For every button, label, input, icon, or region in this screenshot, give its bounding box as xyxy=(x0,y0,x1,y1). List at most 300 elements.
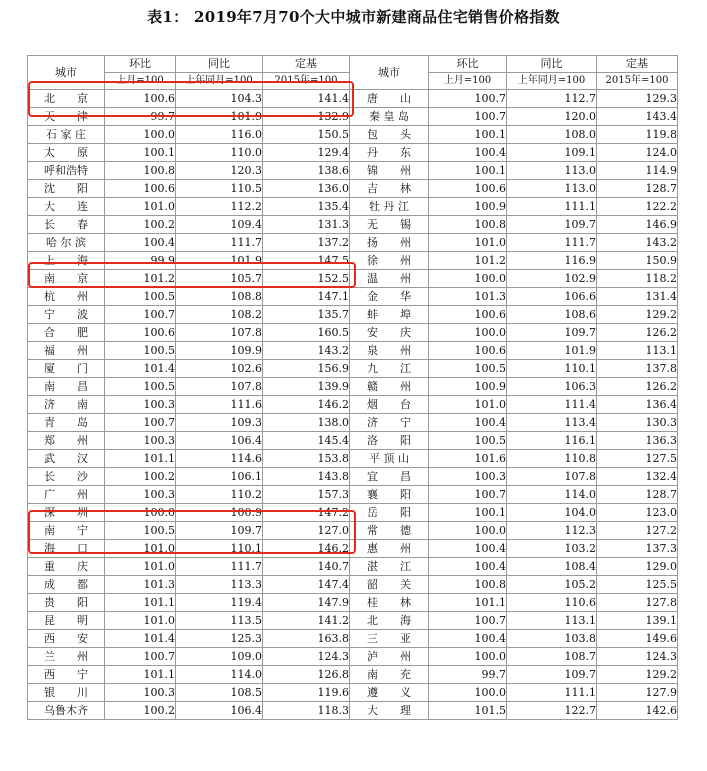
right-city-cell: 常 德 xyxy=(350,522,429,540)
table-row xyxy=(28,414,678,432)
right-base-cell: 129.3 xyxy=(597,90,678,108)
right-city-cell: 包 头 xyxy=(350,126,429,144)
left-yoy-cell: 119.4 xyxy=(176,594,263,612)
right-city-cell: 蚌 埠 xyxy=(350,306,429,324)
right-yoy-cell: 101.9 xyxy=(507,342,597,360)
left-mom-cell: 100.6 xyxy=(105,324,176,342)
right-mom-cell: 100.7 xyxy=(429,108,507,126)
left-mom-cell: 101.0 xyxy=(105,558,176,576)
right-base-cell: 129.2 xyxy=(597,666,678,684)
right-yoy-cell: 111.7 xyxy=(507,234,597,252)
table-title: 表1： 2019年7月70个大中城市新建商品住宅销售价格指数 xyxy=(147,8,560,26)
left-base-cell: 147.4 xyxy=(263,576,350,594)
right-base-cell: 124.0 xyxy=(597,144,678,162)
right-yoy-cell: 113.0 xyxy=(507,180,597,198)
right-base-cell: 139.1 xyxy=(597,612,678,630)
left-base-cell: 150.5 xyxy=(263,126,350,144)
table-row xyxy=(28,684,678,702)
right-base-cell: 150.9 xyxy=(597,252,678,270)
right-yoy-cell: 112.7 xyxy=(507,90,597,108)
left-city-cell: 上 海 xyxy=(28,252,105,270)
left-base-cell: 137.2 xyxy=(263,234,350,252)
left-mom-cell: 100.7 xyxy=(105,414,176,432)
right-base-cell: 130.3 xyxy=(597,414,678,432)
right-mom-cell: 101.0 xyxy=(429,234,507,252)
right-mom-cell: 100.6 xyxy=(429,180,507,198)
left-city-cell: 武 汉 xyxy=(28,450,105,468)
left-mom-cell: 100.5 xyxy=(105,378,176,396)
right-mom-cell: 101.2 xyxy=(429,252,507,270)
right-mom-cell: 100.4 xyxy=(429,558,507,576)
left-city-cell: 南 昌 xyxy=(28,378,105,396)
right-mom-cell: 100.4 xyxy=(429,414,507,432)
left-yoy-cell: 109.9 xyxy=(176,342,263,360)
right-mom-cell: 100.7 xyxy=(429,486,507,504)
right-city-cell: 金 华 xyxy=(350,288,429,306)
right-city-cell: 韶 关 xyxy=(350,576,429,594)
right-base-cell: 127.9 xyxy=(597,684,678,702)
left-yoy-cell: 113.5 xyxy=(176,612,263,630)
right-base-cell: 137.3 xyxy=(597,540,678,558)
table-row xyxy=(28,468,678,486)
table-row xyxy=(28,162,678,180)
right-base-cell: 137.8 xyxy=(597,360,678,378)
right-yoy-cell: 110.6 xyxy=(507,594,597,612)
left-yoy-cell: 109.4 xyxy=(176,216,263,234)
table-row xyxy=(28,558,678,576)
right-mom-cell: 100.0 xyxy=(429,648,507,666)
left-base-cell: 141.2 xyxy=(263,612,350,630)
left-mom-cell: 100.5 xyxy=(105,522,176,540)
left-mom-cell: 101.0 xyxy=(105,540,176,558)
table-row xyxy=(28,666,678,684)
right-yoy-cell: 108.6 xyxy=(507,306,597,324)
right-mom-cell: 100.9 xyxy=(429,198,507,216)
right-city-cell: 丹 东 xyxy=(350,144,429,162)
left-yoy-cell: 116.0 xyxy=(176,126,263,144)
left-city-cell: 成 都 xyxy=(28,576,105,594)
right-mom-cell: 101.1 xyxy=(429,594,507,612)
right-city-cell: 扬 州 xyxy=(350,234,429,252)
right-city-cell: 北 海 xyxy=(350,612,429,630)
right-city-cell: 济 宁 xyxy=(350,414,429,432)
left-mom-cell: 100.7 xyxy=(105,306,176,324)
left-city-cell: 大 连 xyxy=(28,198,105,216)
right-mom-cell: 100.0 xyxy=(429,684,507,702)
right-city-cell: 南 充 xyxy=(350,666,429,684)
left-yoy-cell: 110.1 xyxy=(176,540,263,558)
right-yoy-cell: 122.7 xyxy=(507,702,597,720)
right-base-cell: 113.1 xyxy=(597,342,678,360)
right-base-cell: 131.4 xyxy=(597,288,678,306)
right-mom-cell: 100.3 xyxy=(429,468,507,486)
left-yoy-cell: 111.6 xyxy=(176,396,263,414)
right-mom-cell: 101.0 xyxy=(429,396,507,414)
right-yoy-cell: 111.1 xyxy=(507,198,597,216)
table-row xyxy=(28,522,678,540)
left-yoy-cell: 100.9 xyxy=(176,504,263,522)
left-yoy-cell: 101.9 xyxy=(176,252,263,270)
right-base-cell: 124.3 xyxy=(597,648,678,666)
right-mom-cell: 100.5 xyxy=(429,432,507,450)
right-yoy-cell: 110.1 xyxy=(507,360,597,378)
price-index-table xyxy=(27,55,678,720)
left-base-cell: 143.8 xyxy=(263,468,350,486)
left-city-cell: 贵 阳 xyxy=(28,594,105,612)
right-base-cell: 132.4 xyxy=(597,468,678,486)
left-base-cell: 118.3 xyxy=(263,702,350,720)
right-city-cell: 徐 州 xyxy=(350,252,429,270)
left-base-cell: 124.3 xyxy=(263,648,350,666)
table-row xyxy=(28,504,678,522)
right-city-cell: 秦 皇 岛 xyxy=(350,108,429,126)
left-mom-cell: 100.1 xyxy=(105,144,176,162)
subheader-yoy-right: 上年同月=100 xyxy=(507,73,597,90)
left-yoy-cell: 114.6 xyxy=(176,450,263,468)
right-yoy-cell: 120.0 xyxy=(507,108,597,126)
header-base-right: 定基 xyxy=(597,56,678,73)
right-yoy-cell: 114.0 xyxy=(507,486,597,504)
right-base-cell: 128.7 xyxy=(597,180,678,198)
table-row xyxy=(28,234,678,252)
table-row xyxy=(28,540,678,558)
header-base-left: 定基 xyxy=(263,56,350,73)
subheader-base-right: 2015年=100 xyxy=(597,73,678,90)
right-yoy-cell: 112.3 xyxy=(507,522,597,540)
right-city-cell: 烟 台 xyxy=(350,396,429,414)
left-base-cell: 147.9 xyxy=(263,594,350,612)
table-row xyxy=(28,342,678,360)
left-base-cell: 146.2 xyxy=(263,540,350,558)
right-mom-cell: 100.9 xyxy=(429,378,507,396)
left-base-cell: 139.9 xyxy=(263,378,350,396)
table-row xyxy=(28,90,678,108)
table-row xyxy=(28,270,678,288)
left-yoy-cell: 110.2 xyxy=(176,486,263,504)
right-city-cell: 安 庆 xyxy=(350,324,429,342)
left-mom-cell: 100.7 xyxy=(105,648,176,666)
left-mom-cell: 100.2 xyxy=(105,702,176,720)
left-city-cell: 郑 州 xyxy=(28,432,105,450)
table-row xyxy=(28,288,678,306)
right-yoy-cell: 113.0 xyxy=(507,162,597,180)
left-city-cell: 北 京 xyxy=(28,90,105,108)
left-yoy-cell: 106.4 xyxy=(176,432,263,450)
right-yoy-cell: 103.8 xyxy=(507,630,597,648)
table-row xyxy=(28,324,678,342)
left-mom-cell: 100.6 xyxy=(105,90,176,108)
right-base-cell: 146.9 xyxy=(597,216,678,234)
right-base-cell: 126.2 xyxy=(597,324,678,342)
right-yoy-cell: 106.3 xyxy=(507,378,597,396)
right-base-cell: 136.4 xyxy=(597,396,678,414)
right-base-cell: 127.8 xyxy=(597,594,678,612)
left-mom-cell: 100.8 xyxy=(105,162,176,180)
right-yoy-cell: 102.9 xyxy=(507,270,597,288)
left-yoy-cell: 111.7 xyxy=(176,234,263,252)
right-mom-cell: 101.3 xyxy=(429,288,507,306)
left-yoy-cell: 107.8 xyxy=(176,324,263,342)
left-city-cell: 西 安 xyxy=(28,630,105,648)
header-row xyxy=(28,56,678,73)
right-city-cell: 无 锡 xyxy=(350,216,429,234)
right-base-cell: 123.0 xyxy=(597,504,678,522)
left-mom-cell: 101.0 xyxy=(105,612,176,630)
left-yoy-cell: 125.3 xyxy=(176,630,263,648)
right-yoy-cell: 109.7 xyxy=(507,666,597,684)
right-mom-cell: 100.1 xyxy=(429,504,507,522)
right-base-cell: 118.2 xyxy=(597,270,678,288)
right-city-cell: 三 亚 xyxy=(350,630,429,648)
left-base-cell: 147.1 xyxy=(263,288,350,306)
table-row xyxy=(28,360,678,378)
right-city-cell: 泸 州 xyxy=(350,648,429,666)
left-mom-cell: 101.1 xyxy=(105,594,176,612)
left-yoy-cell: 109.7 xyxy=(176,522,263,540)
right-city-cell: 桂 林 xyxy=(350,594,429,612)
right-base-cell: 126.2 xyxy=(597,378,678,396)
right-city-cell: 襄 阳 xyxy=(350,486,429,504)
table-row xyxy=(28,198,678,216)
table-row xyxy=(28,432,678,450)
left-base-cell: 147.2 xyxy=(263,504,350,522)
left-mom-cell: 99.7 xyxy=(105,108,176,126)
left-base-cell: 153.8 xyxy=(263,450,350,468)
left-city-cell: 南 宁 xyxy=(28,522,105,540)
table-row xyxy=(28,450,678,468)
left-city-cell: 福 州 xyxy=(28,342,105,360)
header-city-left: 城市 xyxy=(28,56,105,90)
left-city-cell: 西 宁 xyxy=(28,666,105,684)
right-base-cell: 129.0 xyxy=(597,558,678,576)
right-mom-cell: 100.7 xyxy=(429,90,507,108)
left-base-cell: 156.9 xyxy=(263,360,350,378)
header-yoy-right: 同比 xyxy=(507,56,597,73)
left-base-cell: 157.3 xyxy=(263,486,350,504)
right-city-cell: 吉 林 xyxy=(350,180,429,198)
right-base-cell: 143.2 xyxy=(597,234,678,252)
right-city-cell: 唐 山 xyxy=(350,90,429,108)
table-row xyxy=(28,576,678,594)
left-base-cell: 135.7 xyxy=(263,306,350,324)
right-city-cell: 牡 丹 江 xyxy=(350,198,429,216)
right-yoy-cell: 110.8 xyxy=(507,450,597,468)
left-city-cell: 合 肥 xyxy=(28,324,105,342)
left-base-cell: 129.4 xyxy=(263,144,350,162)
left-yoy-cell: 110.5 xyxy=(176,180,263,198)
left-yoy-cell: 112.2 xyxy=(176,198,263,216)
table-row xyxy=(28,486,678,504)
right-city-cell: 泉 州 xyxy=(350,342,429,360)
right-mom-cell: 100.4 xyxy=(429,630,507,648)
right-base-cell: 122.2 xyxy=(597,198,678,216)
right-yoy-cell: 109.7 xyxy=(507,216,597,234)
left-city-cell: 济 南 xyxy=(28,396,105,414)
left-yoy-cell: 104.3 xyxy=(176,90,263,108)
right-yoy-cell: 107.8 xyxy=(507,468,597,486)
left-mom-cell: 100.3 xyxy=(105,396,176,414)
right-mom-cell: 100.0 xyxy=(429,522,507,540)
left-base-cell: 146.2 xyxy=(263,396,350,414)
right-yoy-cell: 116.1 xyxy=(507,432,597,450)
left-mom-cell: 101.4 xyxy=(105,630,176,648)
left-city-cell: 天 津 xyxy=(28,108,105,126)
header-mom-right: 环比 xyxy=(429,56,507,73)
left-mom-cell: 101.1 xyxy=(105,450,176,468)
right-mom-cell: 100.1 xyxy=(429,162,507,180)
table-row xyxy=(28,252,678,270)
right-yoy-cell: 113.4 xyxy=(507,414,597,432)
left-city-cell: 宁 波 xyxy=(28,306,105,324)
right-yoy-cell: 109.1 xyxy=(507,144,597,162)
right-base-cell: 128.7 xyxy=(597,486,678,504)
left-city-cell: 南 京 xyxy=(28,270,105,288)
header-yoy-left: 同比 xyxy=(176,56,263,73)
left-yoy-cell: 108.8 xyxy=(176,288,263,306)
table-row xyxy=(28,648,678,666)
left-mom-cell: 101.4 xyxy=(105,360,176,378)
left-mom-cell: 101.0 xyxy=(105,198,176,216)
left-city-cell: 昆 明 xyxy=(28,612,105,630)
left-base-cell: 145.4 xyxy=(263,432,350,450)
left-yoy-cell: 120.3 xyxy=(176,162,263,180)
left-city-cell: 深 圳 xyxy=(28,504,105,522)
left-city-cell: 长 春 xyxy=(28,216,105,234)
right-city-cell: 赣 州 xyxy=(350,378,429,396)
left-base-cell: 141.4 xyxy=(263,90,350,108)
right-city-cell: 遵 义 xyxy=(350,684,429,702)
left-yoy-cell: 109.3 xyxy=(176,414,263,432)
right-yoy-cell: 111.4 xyxy=(507,396,597,414)
left-base-cell: 143.2 xyxy=(263,342,350,360)
left-base-cell: 147.5 xyxy=(263,252,350,270)
right-mom-cell: 100.5 xyxy=(429,360,507,378)
right-city-cell: 洛 阳 xyxy=(350,432,429,450)
table-row xyxy=(28,702,678,720)
left-mom-cell: 100.0 xyxy=(105,504,176,522)
table-row xyxy=(28,108,678,126)
left-yoy-cell: 102.6 xyxy=(176,360,263,378)
left-base-cell: 132.9 xyxy=(263,108,350,126)
table-row xyxy=(28,144,678,162)
right-base-cell: 127.2 xyxy=(597,522,678,540)
right-base-cell: 149.6 xyxy=(597,630,678,648)
table-row xyxy=(28,594,678,612)
subheader-mom-left: 上月=100 xyxy=(105,73,176,90)
right-mom-cell: 100.7 xyxy=(429,612,507,630)
table-row xyxy=(28,612,678,630)
left-base-cell: 131.3 xyxy=(263,216,350,234)
right-yoy-cell: 104.0 xyxy=(507,504,597,522)
right-mom-cell: 100.1 xyxy=(429,126,507,144)
right-mom-cell: 100.8 xyxy=(429,216,507,234)
subheader-yoy-left: 上年同月=100 xyxy=(176,73,263,90)
right-city-cell: 惠 州 xyxy=(350,540,429,558)
left-city-cell: 乌鲁木齐 xyxy=(28,702,105,720)
left-mom-cell: 100.6 xyxy=(105,180,176,198)
left-yoy-cell: 108.5 xyxy=(176,684,263,702)
left-city-cell: 厦 门 xyxy=(28,360,105,378)
right-yoy-cell: 105.2 xyxy=(507,576,597,594)
right-yoy-cell: 103.2 xyxy=(507,540,597,558)
left-base-cell: 135.4 xyxy=(263,198,350,216)
left-city-cell: 长 沙 xyxy=(28,468,105,486)
left-mom-cell: 100.5 xyxy=(105,342,176,360)
left-mom-cell: 101.2 xyxy=(105,270,176,288)
right-mom-cell: 100.4 xyxy=(429,144,507,162)
left-mom-cell: 100.4 xyxy=(105,234,176,252)
left-yoy-cell: 109.0 xyxy=(176,648,263,666)
right-mom-cell: 100.6 xyxy=(429,306,507,324)
left-city-cell: 太 原 xyxy=(28,144,105,162)
left-city-cell: 海 口 xyxy=(28,540,105,558)
right-yoy-cell: 111.1 xyxy=(507,684,597,702)
left-mom-cell: 100.2 xyxy=(105,216,176,234)
right-base-cell: 127.5 xyxy=(597,450,678,468)
right-yoy-cell: 116.9 xyxy=(507,252,597,270)
subheader-base-left: 2015年=100 xyxy=(263,73,350,90)
left-mom-cell: 100.5 xyxy=(105,288,176,306)
left-base-cell: 140.7 xyxy=(263,558,350,576)
left-yoy-cell: 107.8 xyxy=(176,378,263,396)
right-mom-cell: 100.6 xyxy=(429,342,507,360)
left-yoy-cell: 113.3 xyxy=(176,576,263,594)
right-yoy-cell: 108.7 xyxy=(507,648,597,666)
table-row xyxy=(28,216,678,234)
left-yoy-cell: 101.9 xyxy=(176,108,263,126)
table-row xyxy=(28,180,678,198)
header-city-right: 城市 xyxy=(350,56,429,90)
subheader-mom-right: 上月=100 xyxy=(429,73,507,90)
right-mom-cell: 100.4 xyxy=(429,540,507,558)
right-base-cell: 114.9 xyxy=(597,162,678,180)
right-mom-cell: 101.5 xyxy=(429,702,507,720)
right-city-cell: 九 江 xyxy=(350,360,429,378)
left-mom-cell: 101.1 xyxy=(105,666,176,684)
right-base-cell: 129.2 xyxy=(597,306,678,324)
left-mom-cell: 100.3 xyxy=(105,432,176,450)
right-base-cell: 142.6 xyxy=(597,702,678,720)
left-city-cell: 银 川 xyxy=(28,684,105,702)
left-yoy-cell: 106.4 xyxy=(176,702,263,720)
right-yoy-cell: 109.7 xyxy=(507,324,597,342)
left-city-cell: 呼和浩特 xyxy=(28,162,105,180)
right-city-cell: 锦 州 xyxy=(350,162,429,180)
left-base-cell: 136.0 xyxy=(263,180,350,198)
right-city-cell: 温 州 xyxy=(350,270,429,288)
left-yoy-cell: 105.7 xyxy=(176,270,263,288)
right-mom-cell: 101.6 xyxy=(429,450,507,468)
header-mom-left: 环比 xyxy=(105,56,176,73)
left-mom-cell: 100.3 xyxy=(105,486,176,504)
left-base-cell: 138.0 xyxy=(263,414,350,432)
right-mom-cell: 100.0 xyxy=(429,324,507,342)
left-city-cell: 广 州 xyxy=(28,486,105,504)
left-base-cell: 160.5 xyxy=(263,324,350,342)
left-base-cell: 127.0 xyxy=(263,522,350,540)
left-city-cell: 石 家 庄 xyxy=(28,126,105,144)
left-yoy-cell: 114.0 xyxy=(176,666,263,684)
right-city-cell: 宜 昌 xyxy=(350,468,429,486)
left-city-cell: 重 庆 xyxy=(28,558,105,576)
left-base-cell: 163.8 xyxy=(263,630,350,648)
left-base-cell: 119.6 xyxy=(263,684,350,702)
right-mom-cell: 100.8 xyxy=(429,576,507,594)
left-mom-cell: 99.9 xyxy=(105,252,176,270)
right-mom-cell: 100.0 xyxy=(429,270,507,288)
left-city-cell: 青 岛 xyxy=(28,414,105,432)
table-row xyxy=(28,126,678,144)
